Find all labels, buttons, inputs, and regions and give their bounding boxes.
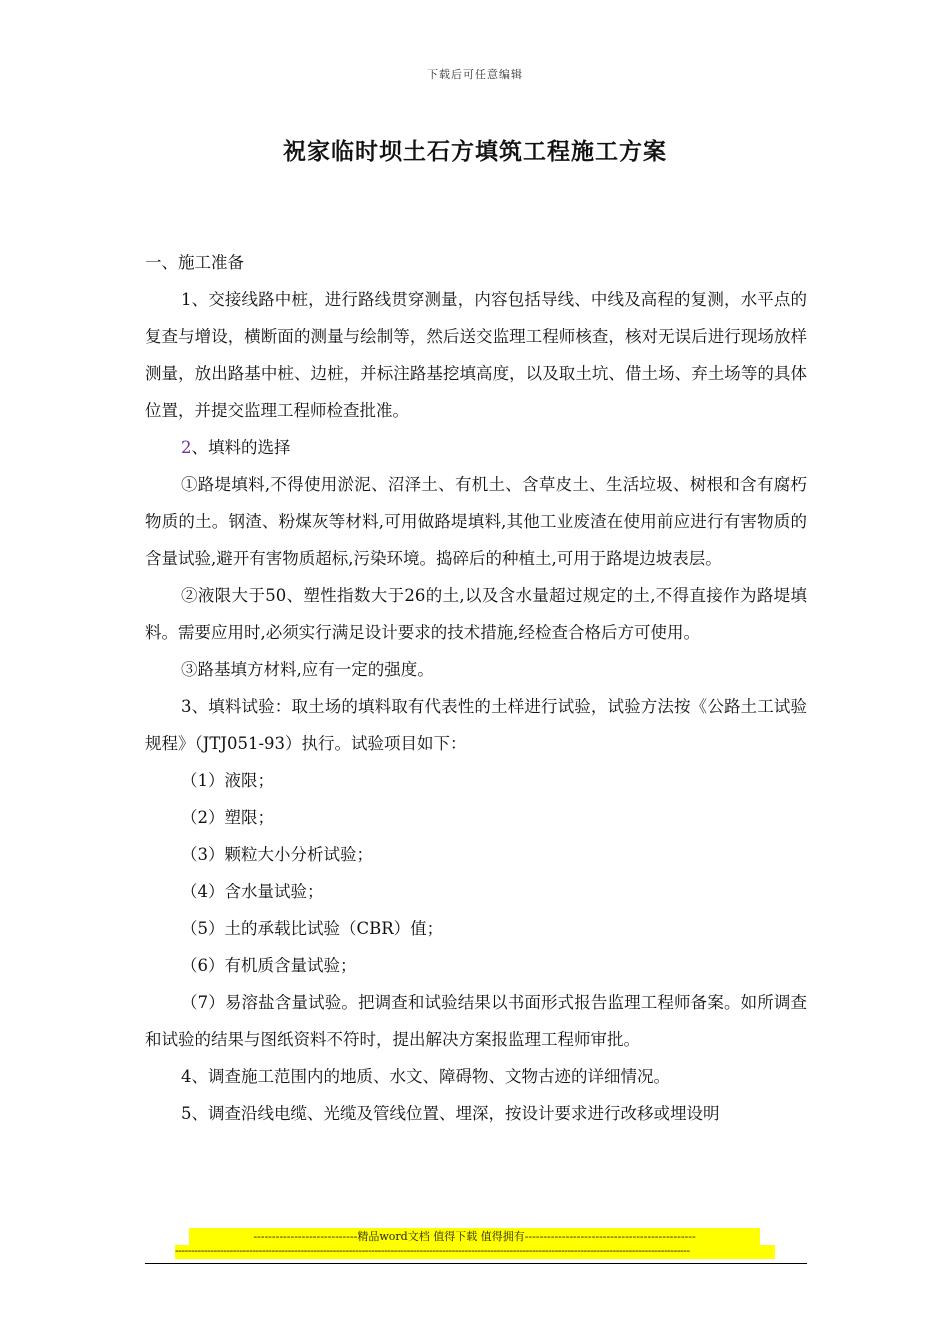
footer-banner-line-2: ---------------------------------------------------------------------------------------------------------------------------------------------------------------- <box>175 1245 775 1259</box>
item-2-number: 2 <box>181 438 192 457</box>
paragraph-item-5: 5、调查沿线电缆、光缆及管线位置、埋深，按设计要求进行改移或埋设明 <box>181 1104 720 1123</box>
test-item-7: （7）易溶盐含量试验。把调查和试验结果以书面形式报告监理工程师备案。如所调查和试验的结果与图纸资料不符时，提出解决方案报监理工程师审批。 <box>145 993 807 1049</box>
test-item-4: （4）含水量试验； <box>181 882 324 901</box>
paragraph-item-2 <box>145 429 807 466</box>
page-header-note: 下载后可任意编辑 <box>427 68 523 81</box>
document-body <box>145 244 807 1132</box>
footer-divider <box>145 1263 807 1264</box>
section-heading: 一、施工准备 <box>145 253 244 272</box>
test-item-5: （5）土的承载比试验（CBR）值； <box>181 919 444 938</box>
document-title: 祝家临时坝土石方填筑工程施工方案 <box>283 139 667 165</box>
test-item-3: （3）颗粒大小分析试验； <box>181 845 373 864</box>
paragraph-fill-3: ③路基填方材料,应有一定的强度。 <box>181 660 434 679</box>
paragraph-fill-2: ②液限大于50、塑性指数大于26的土,以及含水量超过规定的土,不得直接作为路堤填料。需要应用时,必须实行满足设计要求的技术措施,经检查合格后方可使用。 <box>145 586 807 642</box>
paragraph-item-1: 1、交接线路中桩，进行路线贯穿测量，内容包括导线、中线及高程的复测，水平点的复查与增设，横断面的测量与绘制等，然后送交监理工程师核查，核对无误后进行现场放样测量，放出路基中桩、边桩，并标注路基挖填高度，以及取土坑、借土场、弃土场等的具体位置，并提交监理工程师检查批准。 <box>145 290 807 420</box>
test-item-1: （1）液限； <box>181 771 274 790</box>
paragraph-item-3: 3、填料试验：取土场的填料取有代表性的土样进行试验，试验方法按《公路土工试验规程》（JTJ051-93）执行。试验项目如下： <box>145 697 807 753</box>
test-item-6: （6）有机质含量试验； <box>181 956 357 975</box>
item-2-text: 、填料的选择 <box>191 438 291 457</box>
paragraph-fill-1: ①路堤填料,不得使用淤泥、沼泽土、有机土、含草皮土、生活垃圾、树根和含有腐朽物质的土。钢渣、粉煤灰等材料,可用做路堤填料,其他工业废渣在使用前应进行有害物质的含量试验,避开有害物质超标,污染环境。捣碎后的种植土,可用于路堤边坡表层。 <box>145 475 807 568</box>
footer-banner-line-1: ----------------------------精品word文档 值得下载 值得拥有---------------------------------------------- <box>189 1228 760 1245</box>
test-item-2: （2）塑限； <box>181 808 274 827</box>
paragraph-item-4: 4、调查施工范围内的地质、水文、障碍物、文物古迹的详细情况。 <box>181 1067 670 1086</box>
